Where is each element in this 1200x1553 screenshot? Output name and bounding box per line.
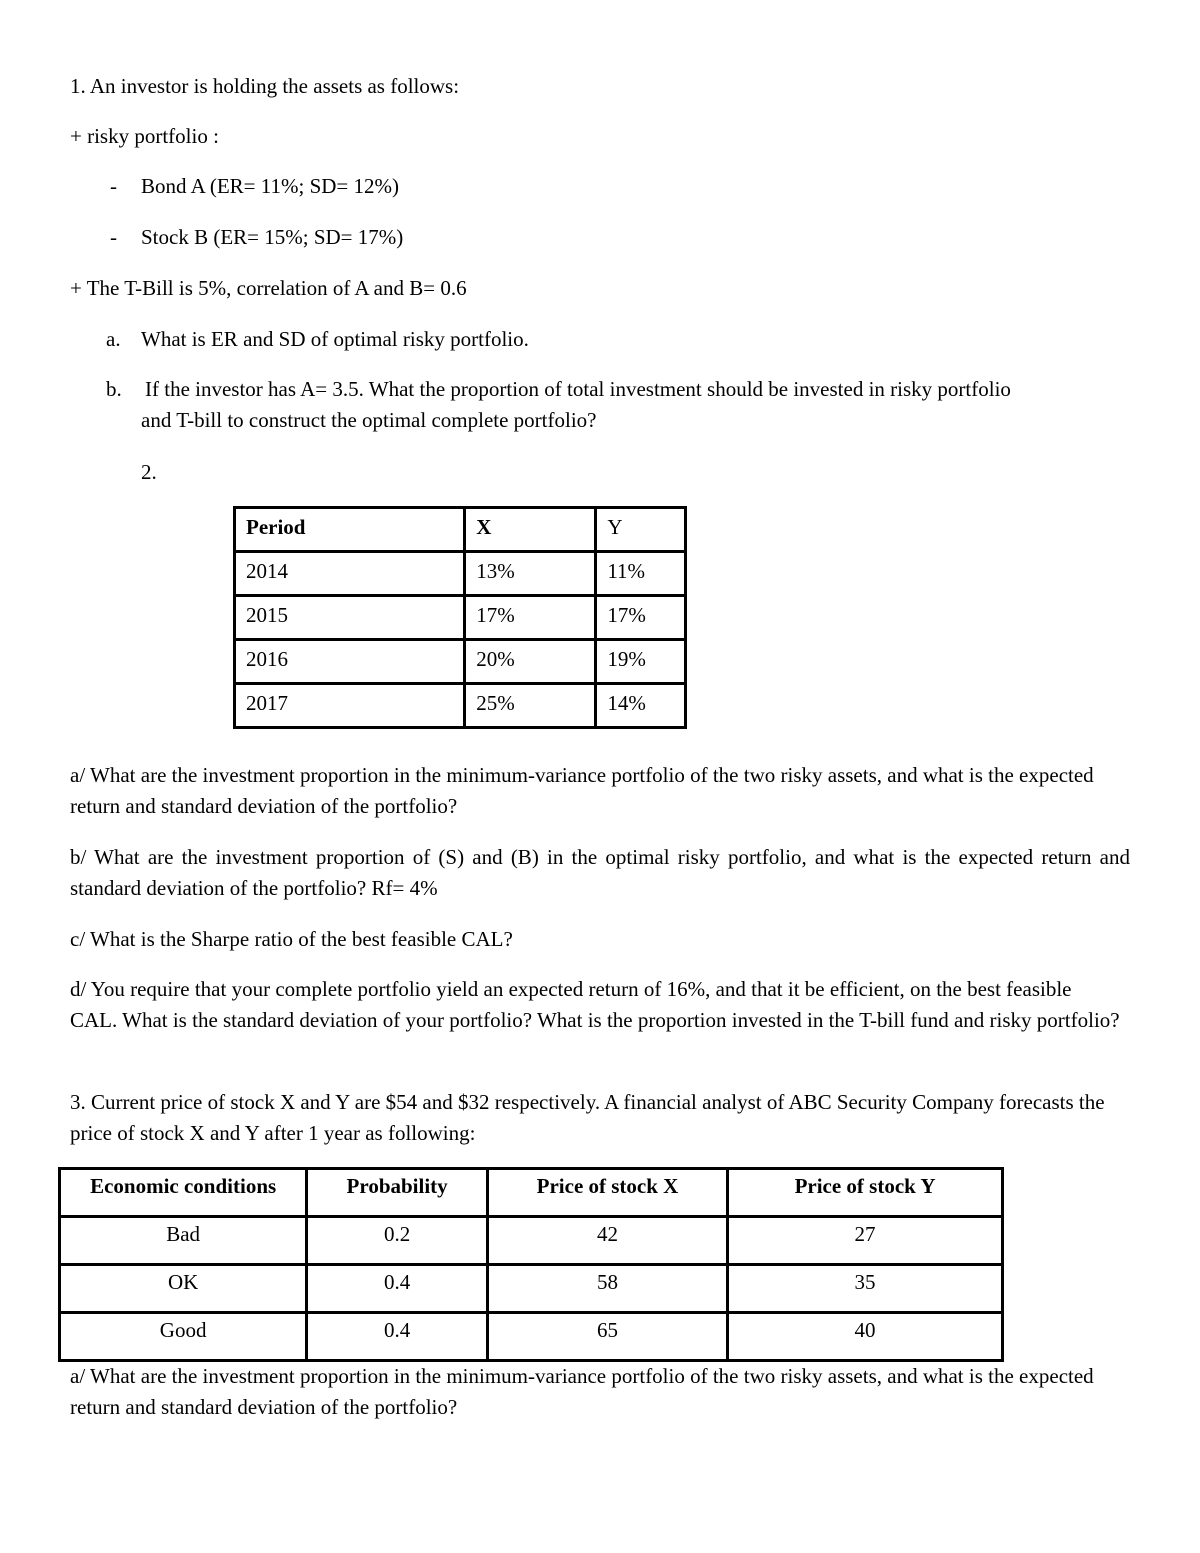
table-cell: 42 bbox=[487, 1217, 727, 1265]
table-cell: 17% bbox=[596, 596, 686, 640]
table-cell: 20% bbox=[465, 640, 596, 684]
table-cell: 35 bbox=[728, 1265, 1003, 1313]
table-header-cell: Price of stock X bbox=[487, 1169, 727, 1217]
q2-returns-table bbox=[233, 506, 687, 729]
table-cell: 2017 bbox=[235, 684, 465, 728]
table-header-row bbox=[235, 508, 686, 552]
q1b-text-line2: and T-bill to construct the optimal complete portfolio? bbox=[141, 408, 597, 432]
table-cell: OK bbox=[60, 1265, 307, 1313]
q1b-marker: b. bbox=[106, 377, 122, 401]
table-cell: 14% bbox=[596, 684, 686, 728]
table-row bbox=[235, 552, 686, 596]
table-row bbox=[235, 596, 686, 640]
table-cell: 0.2 bbox=[307, 1217, 488, 1265]
table-row bbox=[60, 1265, 1003, 1313]
table-header-cell: Economic conditions bbox=[60, 1169, 307, 1217]
q3-forecast-table bbox=[58, 1167, 1004, 1362]
q3a-text: a/ What are the investment proportion in the minimum-variance portfolio of the two risky assets, and what is the expected return and standard deviation of the portfolio? bbox=[70, 1364, 1094, 1419]
table-row bbox=[60, 1313, 1003, 1361]
table-cell: Good bbox=[60, 1313, 307, 1361]
q2c-text: c/ What is the Sharpe ratio of the best feasible CAL? bbox=[70, 927, 513, 951]
q2d-text: d/ You require that your complete portfolio yield an expected return of 16%, and that it be efficient, on the best feasible CAL. What is the standard deviation of your portfolio? What is the proportion invested in the T-bill fund and risky portfolio? bbox=[70, 977, 1120, 1032]
dash-bullet-icon: - bbox=[110, 225, 117, 249]
dash-bullet-icon: - bbox=[110, 174, 117, 198]
table-cell: 11% bbox=[596, 552, 686, 596]
table-header-cell: Period bbox=[235, 508, 465, 552]
table-cell: 17% bbox=[465, 596, 596, 640]
q1-tbill-line: + The T-Bill is 5%, correlation of A and B= 0.6 bbox=[70, 276, 467, 300]
q2b-text: b/ What are the investment proportion of (S) and (B) in the optimal risky portfolio, and what is the expected return and standard deviation of the portfolio? Rf= 4% bbox=[70, 845, 1130, 900]
q1b-text-line1: If the investor has A= 3.5. What the proportion of total investment should be invested in risky portfolio bbox=[145, 377, 1011, 401]
q1-bullet-stock-b: Stock B (ER= 15%; SD= 17%) bbox=[141, 225, 404, 249]
table-header-cell: X bbox=[465, 508, 596, 552]
table-row bbox=[60, 1217, 1003, 1265]
table-header-cell: Probability bbox=[307, 1169, 488, 1217]
table-cell: 19% bbox=[596, 640, 686, 684]
table-header-cell: Price of stock Y bbox=[728, 1169, 1003, 1217]
table-cell: 27 bbox=[728, 1217, 1003, 1265]
table-header-row bbox=[60, 1169, 1003, 1217]
q1a-marker: a. bbox=[106, 327, 121, 351]
table-row bbox=[235, 684, 686, 728]
q1-title: 1. An investor is holding the assets as follows: bbox=[70, 74, 460, 98]
table-cell: 25% bbox=[465, 684, 596, 728]
table-cell: Bad bbox=[60, 1217, 307, 1265]
q3-intro: 3. Current price of stock X and Y are $54 and $32 respectively. A financial analyst of ABC Security Company forecasts the price of stock X and Y after 1 year as following: bbox=[70, 1090, 1105, 1145]
q1a-text: What is ER and SD of optimal risky portfolio. bbox=[141, 327, 529, 351]
table-cell: 0.4 bbox=[307, 1265, 488, 1313]
q1-risky-portfolio-label: + risky portfolio : bbox=[70, 124, 219, 148]
table-cell: 2016 bbox=[235, 640, 465, 684]
table-cell: 40 bbox=[728, 1313, 1003, 1361]
table-cell: 2014 bbox=[235, 552, 465, 596]
table-cell: 2015 bbox=[235, 596, 465, 640]
table-header-cell: Y bbox=[596, 508, 686, 552]
table-cell: 58 bbox=[487, 1265, 727, 1313]
q2a-text: a/ What are the investment proportion in the minimum-variance portfolio of the two risky assets, and what is the expected return and standard deviation of the portfolio? bbox=[70, 763, 1094, 818]
table-cell: 13% bbox=[465, 552, 596, 596]
table-cell: 65 bbox=[487, 1313, 727, 1361]
table-cell: 0.4 bbox=[307, 1313, 488, 1361]
table-row bbox=[235, 640, 686, 684]
q2-number: 2. bbox=[141, 460, 157, 484]
q1-bullet-bond-a: Bond A (ER= 11%; SD= 12%) bbox=[141, 174, 399, 198]
